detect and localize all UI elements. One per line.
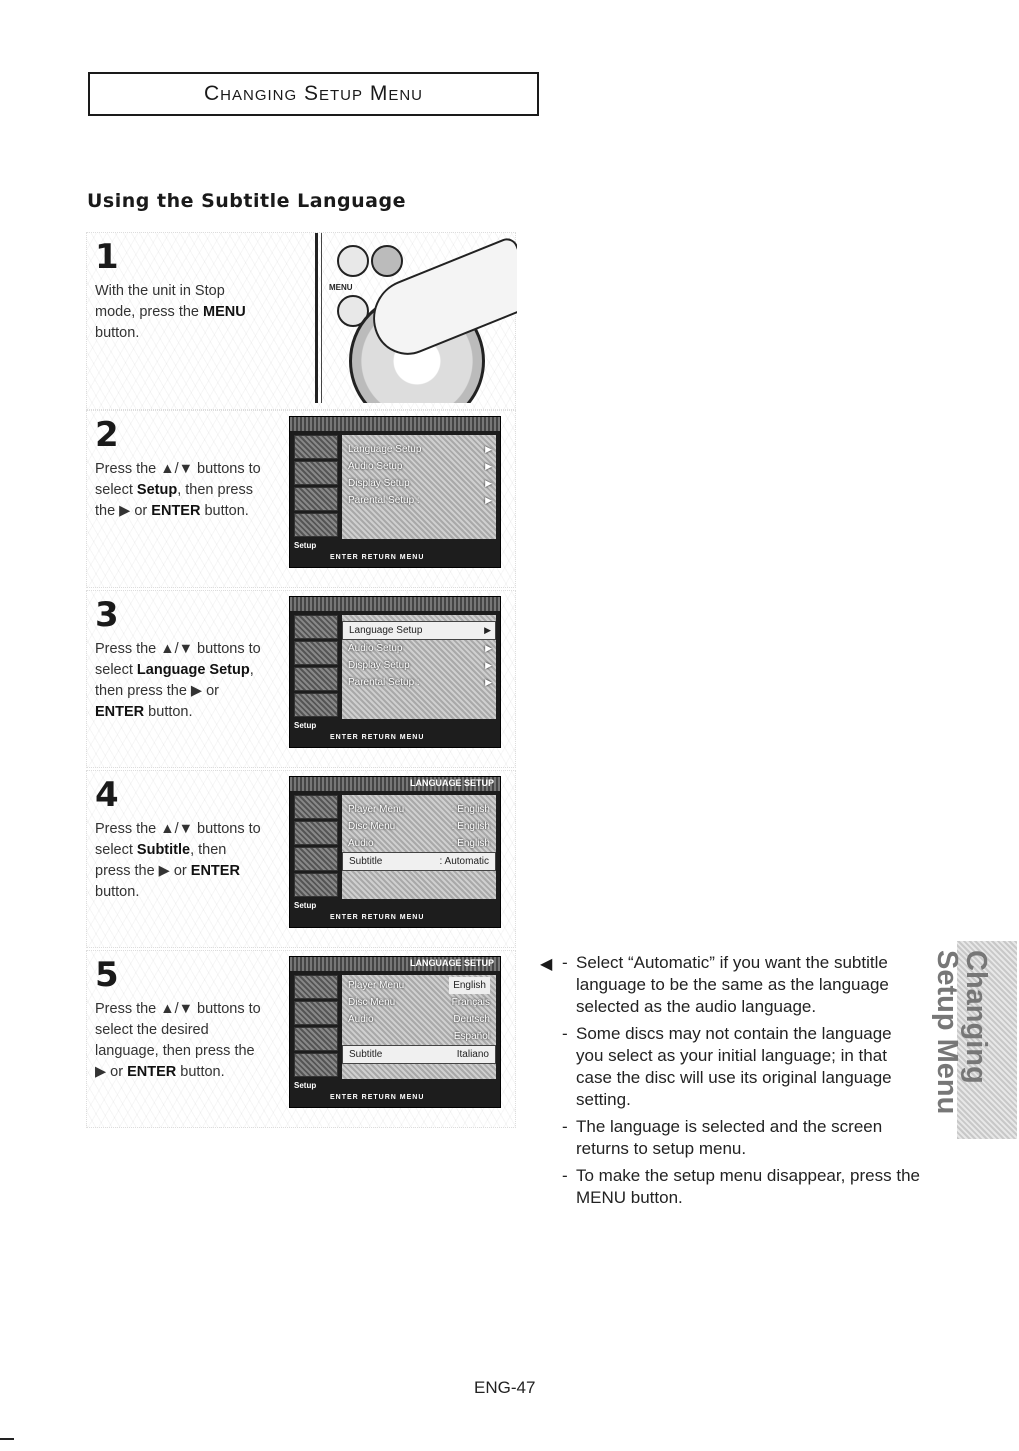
step-3 bbox=[86, 590, 516, 768]
instruction-line: Press the ▲/▼ buttons to bbox=[95, 461, 261, 477]
title-icon bbox=[294, 821, 338, 845]
menu-item-player-menu: Player Menu : English bbox=[348, 804, 490, 815]
side-tab-label: Changing Setup Menu bbox=[931, 950, 992, 1115]
function-icon bbox=[294, 1027, 338, 1051]
menu-item-disc-menu: Disc Menu Français bbox=[348, 997, 490, 1008]
menu-item-audio-setup: Audio Setup ▶ bbox=[342, 458, 496, 475]
menu-item-language-setup: Language Setup ▶ bbox=[342, 441, 496, 458]
instruction-line: then press the ▶ or bbox=[95, 683, 219, 699]
screen-top-bar bbox=[290, 417, 500, 431]
menu-item-subtitle: Subtitle Italiano bbox=[342, 1045, 496, 1064]
menu-panel bbox=[342, 615, 496, 719]
setup-label: Setup bbox=[294, 1081, 317, 1090]
step-4 bbox=[86, 770, 516, 948]
instruction-line: the ▶ or ENTER button. bbox=[95, 503, 249, 519]
screen-bottom-bar: ENTER RETURN MENU bbox=[330, 734, 425, 741]
setup-label: Setup bbox=[294, 901, 317, 910]
step-instructions bbox=[95, 639, 295, 723]
menu-panel bbox=[342, 795, 496, 899]
arrow-right-icon: ▶ bbox=[485, 461, 492, 471]
instruction-line: Press the ▲/▼ buttons to bbox=[95, 641, 261, 657]
menu-item-language-setup: Language Setup ▶ bbox=[342, 621, 496, 640]
menu-item-audio: Audio Deutsch bbox=[348, 1014, 490, 1025]
instruction-line: ENTER button. bbox=[95, 704, 193, 720]
disc-icon bbox=[294, 435, 338, 459]
screen-top-bar bbox=[290, 777, 500, 791]
screen-bottom-bar: ENTER RETURN MENU bbox=[330, 554, 425, 561]
note-item: - Select “Automatic” if you want the subtitle language to be the same as the language selected as the audio language. bbox=[562, 953, 889, 1016]
menu-panel bbox=[342, 435, 496, 539]
step-number: 4 bbox=[95, 775, 119, 815]
arrow-right-icon: ▶ bbox=[485, 677, 492, 687]
step-number: 1 bbox=[95, 237, 119, 277]
screen-icon-column bbox=[294, 435, 338, 539]
instruction-line: select Language Setup, bbox=[95, 662, 254, 678]
menu-panel bbox=[342, 975, 496, 1079]
instruction-line: Press the ▲/▼ buttons to bbox=[95, 1001, 261, 1017]
arrow-right-icon: ▶ bbox=[485, 643, 492, 653]
instruction-line: mode, press the MENU bbox=[95, 304, 246, 320]
title-icon bbox=[294, 1001, 338, 1025]
section-header bbox=[88, 72, 539, 116]
instruction-line: Press the ▲/▼ buttons to bbox=[95, 821, 261, 837]
setup-gear-icon bbox=[294, 1053, 338, 1077]
arrow-right-icon: ▶ bbox=[485, 444, 492, 454]
screen-top-bar bbox=[290, 597, 500, 611]
menu-item-display-setup: Display Setup ▶ bbox=[342, 657, 496, 674]
function-icon bbox=[294, 667, 338, 691]
function-icon bbox=[294, 847, 338, 871]
screen-icon-column bbox=[294, 615, 338, 719]
screen-top-bar bbox=[290, 957, 500, 971]
disc-icon bbox=[294, 615, 338, 639]
setup-gear-icon bbox=[294, 693, 338, 717]
setup-menu-screen bbox=[289, 416, 501, 568]
section-header-title: Changing Setup Menu bbox=[203, 82, 423, 105]
menu-item-parental-setup: Parental Setup : ▶ bbox=[342, 674, 496, 691]
arrow-right-icon: ▶ bbox=[484, 625, 491, 635]
menu-item-audio-setup: Audio Setup ▶ bbox=[342, 640, 496, 657]
menu-label: MENU bbox=[329, 283, 353, 292]
instruction-line: ▶ or ENTER button. bbox=[95, 1064, 225, 1080]
pointer-arrow-icon: ◀ bbox=[540, 956, 553, 973]
setup-menu-screen bbox=[289, 596, 501, 748]
corner-mark bbox=[0, 1438, 14, 1440]
title-icon bbox=[294, 461, 338, 485]
notes-list bbox=[542, 952, 922, 1214]
step-number: 5 bbox=[95, 955, 119, 995]
instruction-line: press the ▶ or ENTER bbox=[95, 863, 240, 879]
instruction-line: select Setup, then press bbox=[95, 482, 253, 498]
step-instructions bbox=[95, 999, 295, 1083]
disc-icon bbox=[294, 795, 338, 819]
screen-bottom-bar: ENTER RETURN MENU bbox=[330, 1094, 425, 1101]
step-number: 3 bbox=[95, 595, 119, 635]
menu-item-subtitle: Subtitle : Automatic bbox=[342, 852, 496, 871]
step-number: 2 bbox=[95, 415, 119, 455]
screen-icon-column bbox=[294, 795, 338, 899]
remote-edge bbox=[315, 233, 318, 403]
note-item: - To make the setup menu disappear, press the MENU button. bbox=[562, 1166, 920, 1207]
instruction-line: language, then press the bbox=[95, 1043, 255, 1059]
note-item: - Some discs may not contain the language you select as your initial language; in that case the disc will use its original language setting. bbox=[562, 1024, 892, 1109]
step-instructions bbox=[95, 459, 295, 522]
function-icon bbox=[294, 487, 338, 511]
stop-button-icon bbox=[371, 245, 403, 277]
instruction-line: With the unit in Stop bbox=[95, 283, 225, 299]
remote-edge bbox=[321, 233, 322, 403]
setup-gear-icon bbox=[294, 513, 338, 537]
page-number: ENG-47 bbox=[474, 1378, 536, 1397]
language-option: Español bbox=[453, 1031, 490, 1042]
arrow-right-icon: ▶ bbox=[485, 478, 492, 488]
instruction-line: button. bbox=[95, 884, 140, 900]
menu-item-disc-menu: Disc Menu : English bbox=[348, 821, 490, 832]
arrow-right-icon: ▶ bbox=[485, 495, 492, 505]
screen-bottom-bar: ENTER RETURN MENU bbox=[330, 914, 425, 921]
disc-icon bbox=[294, 975, 338, 999]
screen-icon-column bbox=[294, 975, 338, 1079]
menu-item-audio: Audio : English bbox=[348, 838, 490, 849]
skip-button-icon bbox=[337, 245, 369, 277]
step-instructions bbox=[95, 281, 295, 344]
menu-item-display-setup: Display Setup ▶ bbox=[342, 475, 496, 492]
language-setup-screen bbox=[289, 776, 501, 928]
instruction-line: select Subtitle, then bbox=[95, 842, 227, 858]
setup-gear-icon bbox=[294, 873, 338, 897]
screen-title: LANGUAGE SETUP bbox=[409, 778, 494, 788]
setup-label: Setup bbox=[294, 541, 317, 550]
language-setup-screen bbox=[289, 956, 501, 1108]
menu-item-player-menu: Player Menu English bbox=[342, 977, 496, 994]
page-title: Using the Subtitle Language bbox=[87, 190, 406, 212]
title-icon bbox=[294, 641, 338, 665]
step-5 bbox=[86, 950, 516, 1128]
arrow-right-icon: ▶ bbox=[485, 660, 492, 670]
menu-item-parental-setup: Parental Setup : ▶ bbox=[342, 492, 496, 509]
setup-label: Setup bbox=[294, 721, 317, 730]
instruction-line: select the desired bbox=[95, 1022, 209, 1038]
remote-illustration bbox=[309, 233, 517, 403]
screen-title: LANGUAGE SETUP bbox=[409, 958, 494, 968]
note-item: - The language is selected and the screen returns to setup menu. bbox=[562, 1117, 883, 1158]
instruction-line: button. bbox=[95, 325, 140, 341]
step-instructions bbox=[95, 819, 295, 903]
step-2 bbox=[86, 410, 516, 588]
step-1 bbox=[86, 232, 516, 410]
